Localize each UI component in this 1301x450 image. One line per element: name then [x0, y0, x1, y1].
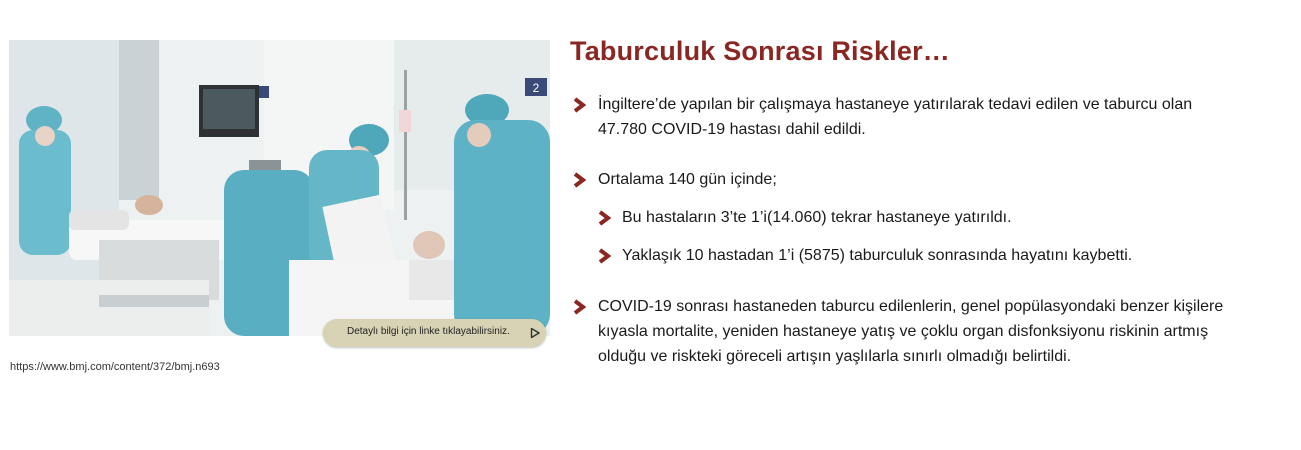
detail-link-button[interactable]	[323, 319, 546, 347]
bullet-item-study	[598, 92, 1192, 142]
bullet-line: olduğu ve riskteki göreceli artışın yaşlılarla sınırlı olmadığı belirtildi.	[598, 348, 1072, 365]
sub-bullet-mortality: Yaklaşık 10 hastadan 1’i (5875) taburculuk sonrasında hayatını kaybetti.	[622, 247, 1133, 264]
chevron-right-icon	[597, 210, 611, 226]
bullet-line: COVID-19 sonrası hastaneden taburcu edilenlerin, genel popülasyondaki benzer kişilere	[598, 298, 1224, 315]
hospital-icu-photo	[9, 40, 550, 336]
bullet-line: kıyasla mortalite, yeniden hastaneye yatış ve çoklu organ disfonksiyonu riskinin artmış	[598, 323, 1209, 340]
chevron-right-icon	[572, 97, 586, 113]
bullet-item-period: Ortalama 140 gün içinde;	[598, 171, 777, 188]
bullet-line: 47.780 COVID-19 hastası dahil edildi.	[598, 121, 866, 138]
chevron-right-icon	[572, 299, 586, 315]
sub-bullet-readmission: Bu hastaların 3’te 1’i(14.060) tekrar hastaneye yatırıldı.	[622, 209, 1012, 226]
bullet-line: İngiltere’de yapılan bir çalışmaya hastaneye yatırılarak tedavi edilen ve taburcu olan	[598, 96, 1193, 113]
detail-link-label: Detaylı bilgi için linke tıklayabilirsiniz.	[347, 326, 510, 337]
chevron-right-icon	[597, 248, 611, 264]
bullet-item-conclusion	[598, 294, 1223, 369]
source-url[interactable]: https://www.bmj.com/content/372/bmj.n693	[10, 361, 220, 373]
chevron-right-icon	[572, 172, 586, 188]
page-title: Taburculuk Sonrası Riskler…	[570, 36, 951, 66]
play-arrow-icon	[530, 328, 540, 338]
room-number-sign: 2	[532, 81, 540, 95]
